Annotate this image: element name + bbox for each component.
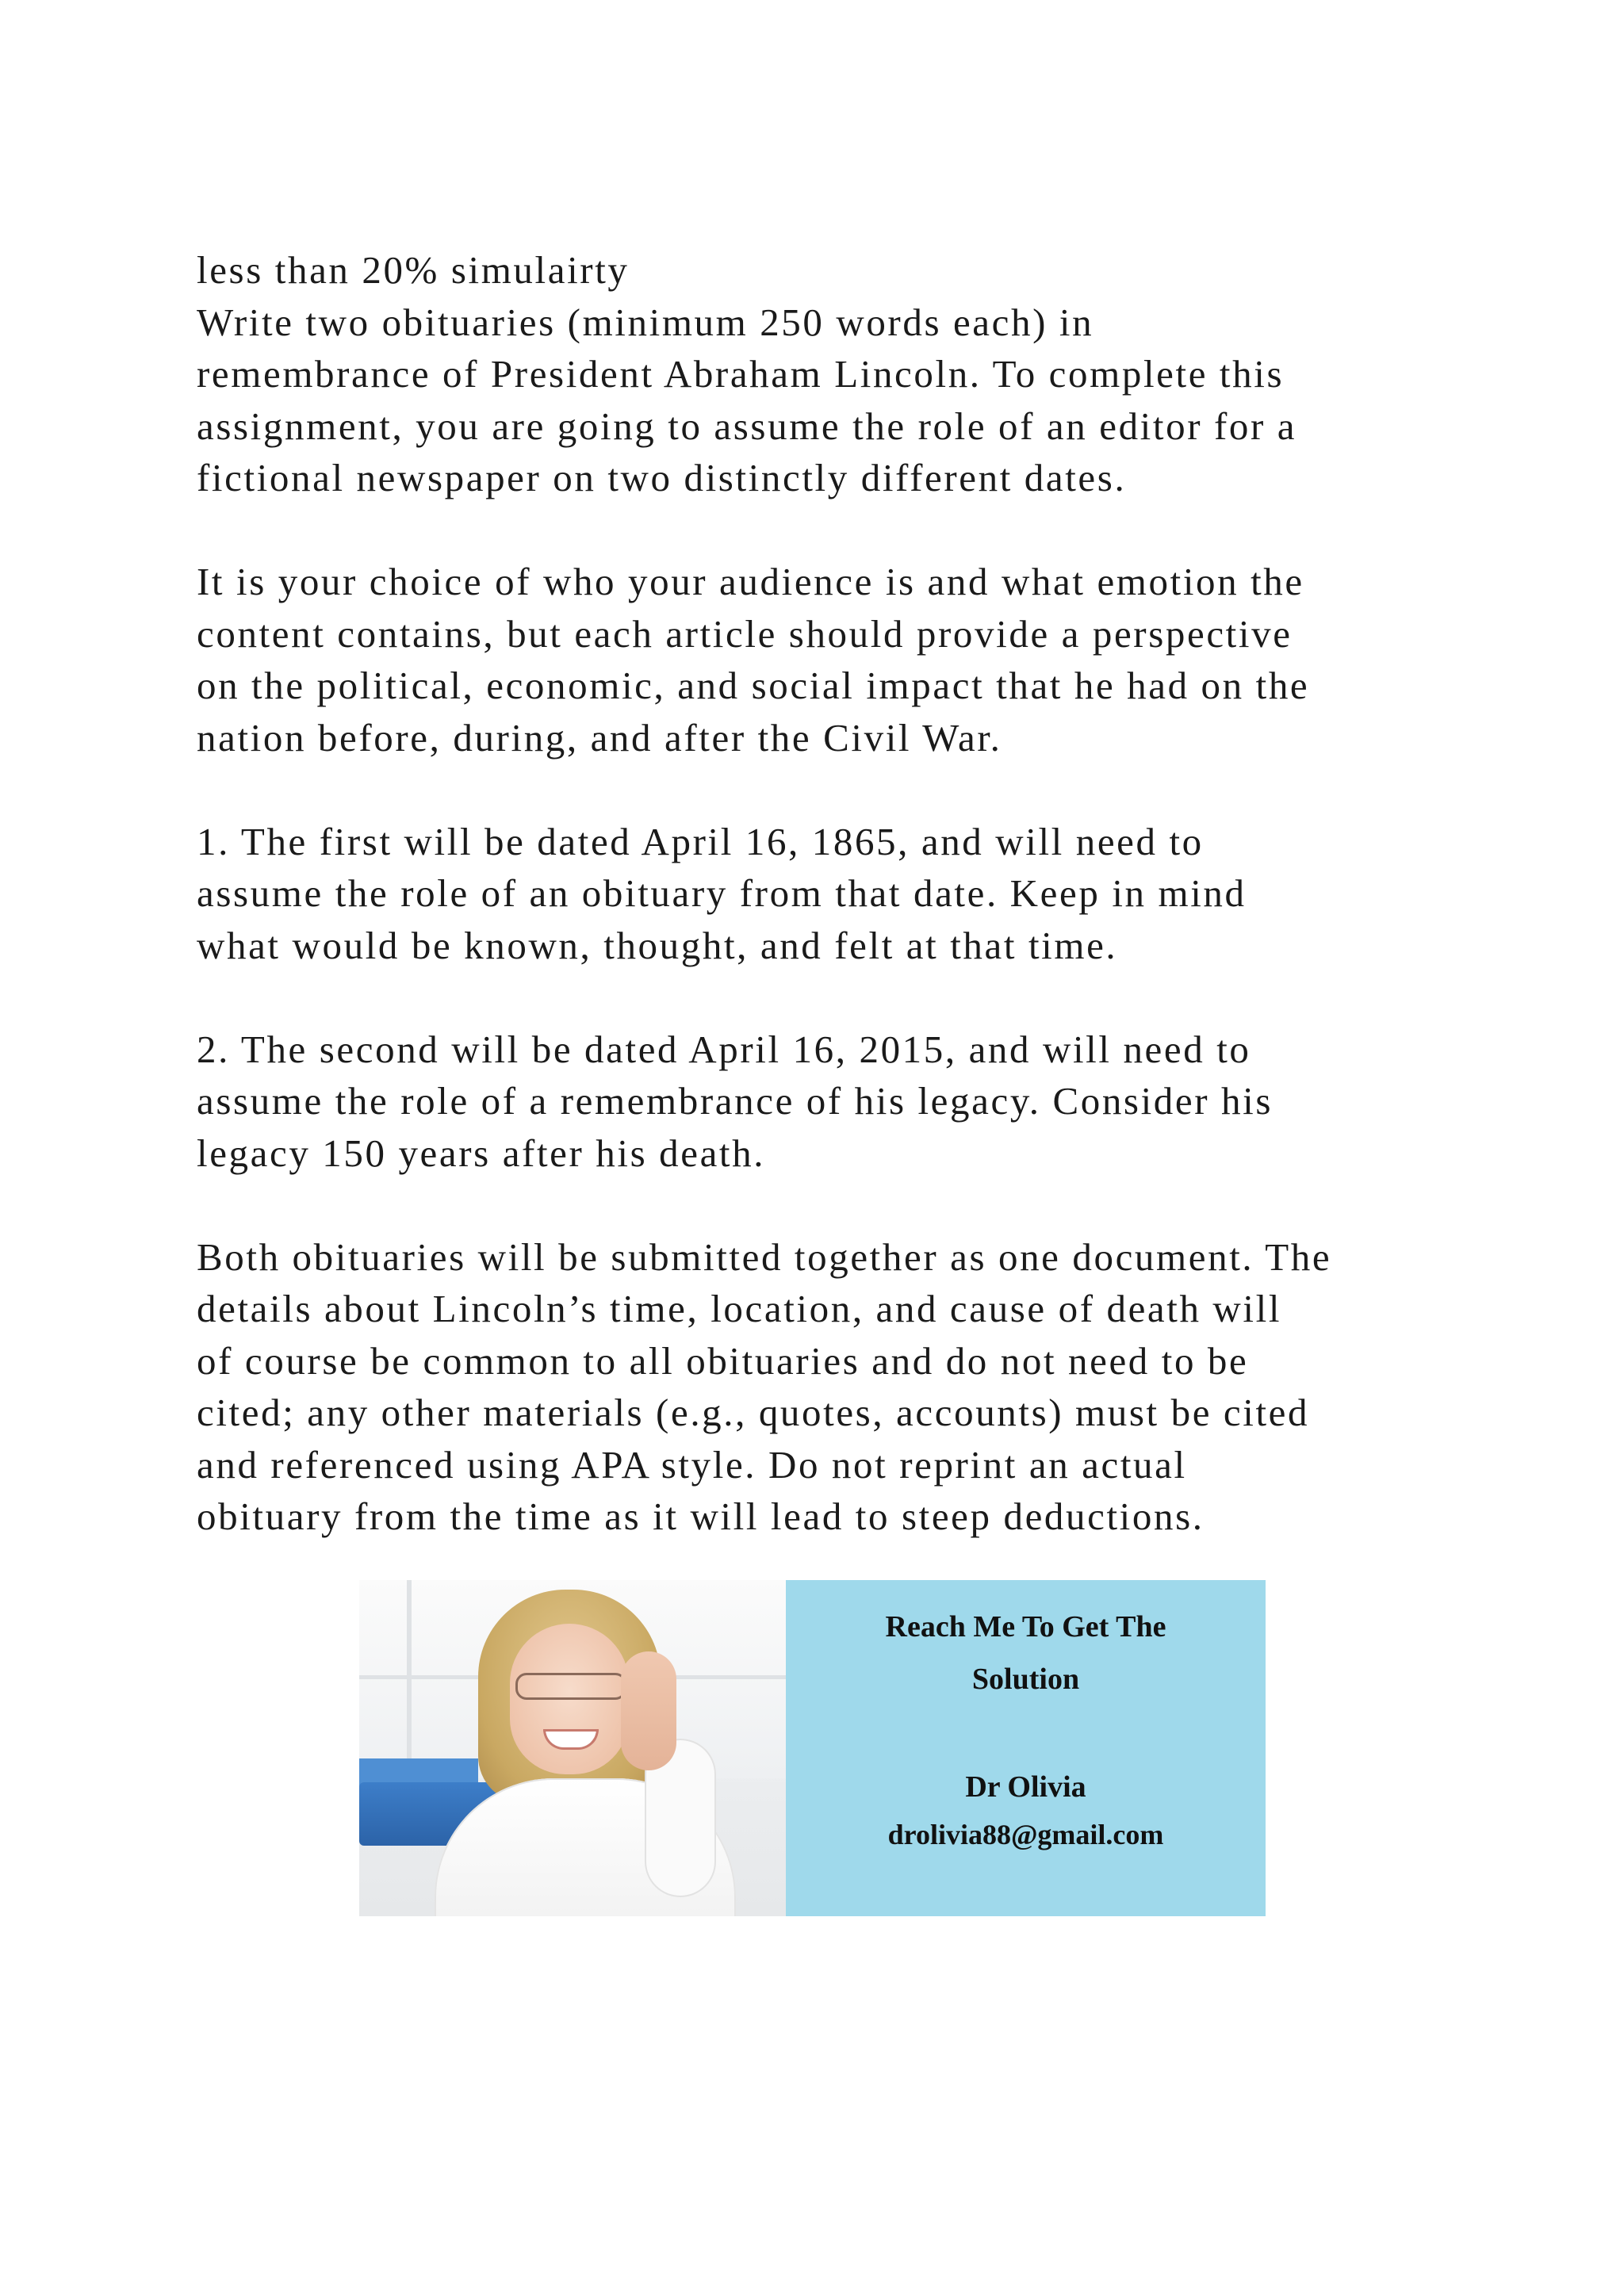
paragraph-2-line: content contains, but each article should provide a perspective — [197, 611, 1293, 656]
paragraph-2-line: It is your choice of who your audience is and what emotion the — [197, 560, 1304, 603]
ad-headline-continued: Solution — [971, 1663, 1080, 1696]
photo-person-hand — [621, 1651, 676, 1770]
paragraph-gap — [197, 504, 1497, 557]
paragraph-gap — [197, 971, 1497, 1024]
paragraph-gap — [197, 763, 1497, 816]
paragraph-gap — [197, 1179, 1497, 1231]
paragraph-3-line: what would be known, thought, and felt at that time. — [197, 923, 1118, 967]
paragraph-4-line: assume the role of a remembrance of his legacy. Consider his — [197, 1079, 1274, 1123]
paragraph-4-line: 2. The second will be dated April 16, 2015, and will need to — [197, 1027, 1251, 1071]
advertisement-text-panel — [786, 1580, 1266, 1916]
assignment-text — [197, 244, 1497, 1543]
paragraph-2-line: nation before, during, and after the Civil War. — [197, 715, 1002, 760]
ad-contact-email: drolivia88@gmail.com — [887, 1819, 1164, 1850]
paragraph-1-line: Write two obituaries (minimum 250 words each) in — [197, 300, 1094, 344]
paragraph-3-line: 1. The first will be dated April 16, 1865, and will need to — [197, 819, 1204, 863]
ad-contact-name: Dr Olivia — [965, 1770, 1086, 1804]
ad-headline: Reach Me To Get The — [885, 1610, 1166, 1644]
paragraph-5-line: Both obituaries will be submitted together as one document. The — [197, 1234, 1332, 1279]
intro-line: less than 20% simulairty — [197, 248, 630, 292]
paragraph-1-line: fictional newspaper on two distinctly different dates. — [197, 456, 1127, 499]
paragraph-1-line: assignment, you are going to assume the role of an editor for a — [197, 404, 1297, 448]
paragraph-5-line: of course be common to all obituaries and do not need to be — [197, 1338, 1249, 1383]
paragraph-5-line: and referenced using APA style. Do not reprint an actual — [197, 1442, 1187, 1487]
paragraph-2-line: on the political, economic, and social impact that he had on the — [197, 664, 1310, 707]
paragraph-3-line: assume the role of an obituary from that date. Keep in mind — [197, 871, 1247, 915]
advertisement-banner — [359, 1580, 1266, 1916]
paragraph-5-line: cited; any other materials (e.g., quotes, accounts) must be cited — [197, 1391, 1310, 1434]
paragraph-5-line: obituary from the time as it will lead to steep deductions. — [197, 1494, 1205, 1538]
paragraph-4-line: legacy 150 years after his death. — [197, 1131, 766, 1175]
advertisement-photo — [359, 1580, 786, 1916]
paragraph-5-line: details about Lincoln’s time, location, and cause of death will — [197, 1287, 1282, 1330]
photo-window-frame — [407, 1580, 412, 1778]
paragraph-1-line: remembrance of President Abraham Lincoln. To complete this — [197, 352, 1285, 396]
photo-glasses — [515, 1673, 626, 1700]
